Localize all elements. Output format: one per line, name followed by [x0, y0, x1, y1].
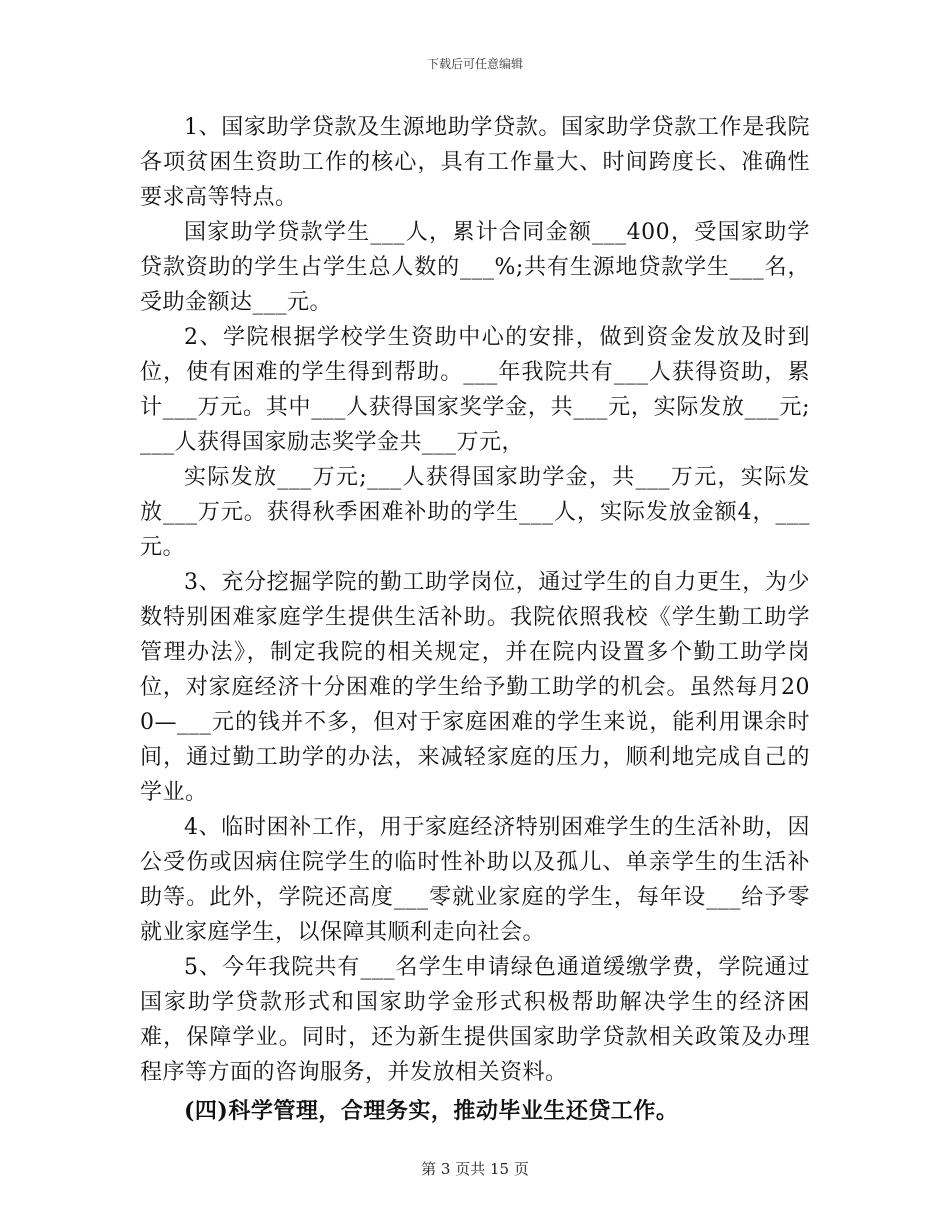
paragraph-loan-stats: 国家助学贷款学生___人，累计合同金额___400，受国家助学贷款资助的学生占学生总人数的___%;共有生源地贷款学生___名，受助金额达___元。	[140, 220, 810, 315]
page-header: 下载后可任意编辑	[426, 57, 523, 71]
paragraph-work-study: 3、充分挖掘学院的勤工助学岗位，通过学生的自力更生，为少数特别困难家庭学生提供生活补助。我院依照我校《学生勤工助学管理办法》，制定我院的相关规定，并在院内设置多个勤工助学岗位，对家庭经济十分困难的学生给予勤工助学的机会。虽然每月200—___元的钱并不多，但对于家庭困难的学生来说，能利用课余时间，通过勤工助学的办法，来减轻家庭的压力，顺利地完成自己的学业。	[140, 570, 810, 805]
page-number: 第 3 页共 15 页	[421, 1160, 529, 1178]
paragraph-funding: 2、学院根据学校学生资助中心的安排，做到资金发放及时到位，使有困难的学生得到帮助。___年我院共有___人获得资助，累计___万元。其中___人获得国家奖学金，共___元，实际发放___元;___人获得国家励志奖学金共___万元，	[140, 325, 810, 455]
section-heading: (四)科学管理，合理务实，推动毕业生还贷工作。	[184, 1098, 679, 1124]
paragraph-loans: 1、国家助学贷款及生源地助学贷款。国家助学贷款工作是我院各项贫困生资助工作的核心，具有工作量大、时间跨度长、准确性要求高等特点。	[140, 115, 810, 210]
paragraph-funding-details: 实际发放___万元;___人获得国家助学金，共___万元，实际发放___万元。获得秋季困难补助的学生___人，实际发放金额4，___元。	[140, 465, 810, 560]
document-body	[140, 110, 810, 1129]
paragraph-green-channel: 5、今年我院共有___名学生申请绿色通道缓缴学费，学院通过国家助学贷款形式和国家助学金形式积极帮助解决学生的经济困难，保障学业。同时，还为新生提供国家助学贷款相关政策及办理程序等方面的咨询服务，并发放相关资料。	[140, 955, 810, 1085]
paragraph-temporary-aid: 4、临时困补工作，用于家庭经济特别困难学生的生活补助，因公受伤或因病住院学生的临时性补助以及孤儿、单亲学生的生活补助等。此外，学院还高度___零就业家庭的学生，每年设___给予零就业家庭学生，以保障其顺利走向社会。	[140, 815, 810, 945]
